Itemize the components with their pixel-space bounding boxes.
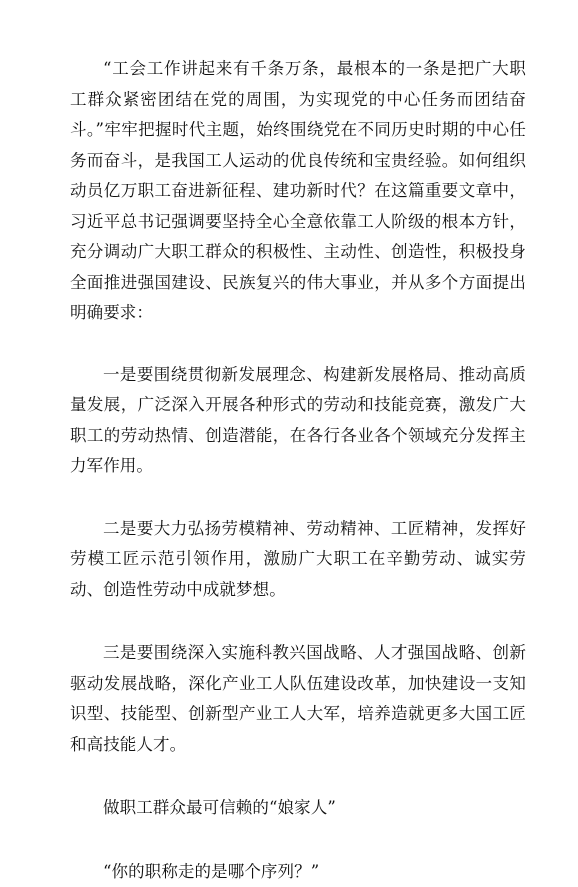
quote-paragraph: “你的职称走的是哪个序列？”: [70, 857, 526, 887]
requirement-three-paragraph: 三是要围绕深入实施科教兴国战略、人才强国战略、创新驱动发展战略，深化产业工人队伍建设改革，加快建设一支知识型、技能型、创新型产业工人大军，培养造就更多大国工匠和高技能人才。: [70, 638, 526, 760]
requirement-two-paragraph: 二是要大力弘扬劳模精神、劳动精神、工匠精神，发挥好劳模工匠示范引领作用，激励广大职工在辛勤劳动、诚实劳动、创造性劳动中成就梦想。: [70, 514, 526, 606]
requirement-one-paragraph: 一是要围绕贯彻新发展理念、构建新发展格局、推动高质量发展，广泛深入开展各种形式的劳动和技能竞赛，激发广大职工的劳动热情、创造潜能，在各行各业各个领域充分发挥主力军作用。: [70, 360, 526, 482]
section-heading: 做职工群众最可信赖的“娘家人”: [70, 793, 526, 824]
intro-paragraph: “工会工作讲起来有千条万条，最根本的一条是把广大职工群众紧密团结在党的周围，为实现党的中心任务而团结奋斗。”牢牢把握时代主题，始终围绕党在不同历史时期的中心任务而奋斗，是我国工人运动的优良传统和宝贵经验。如何组织动员亿万职工奋进新征程、建功新时代？在这篇重要文章中，习近平总书记强调要坚持全心全意依靠工人阶级的根本方针，充分调动广大职工群众的积极性、主动性、创造性，积极投身全面推进强国建设、民族复兴的伟大事业，并从多个方面提出明确要求：: [70, 54, 526, 329]
